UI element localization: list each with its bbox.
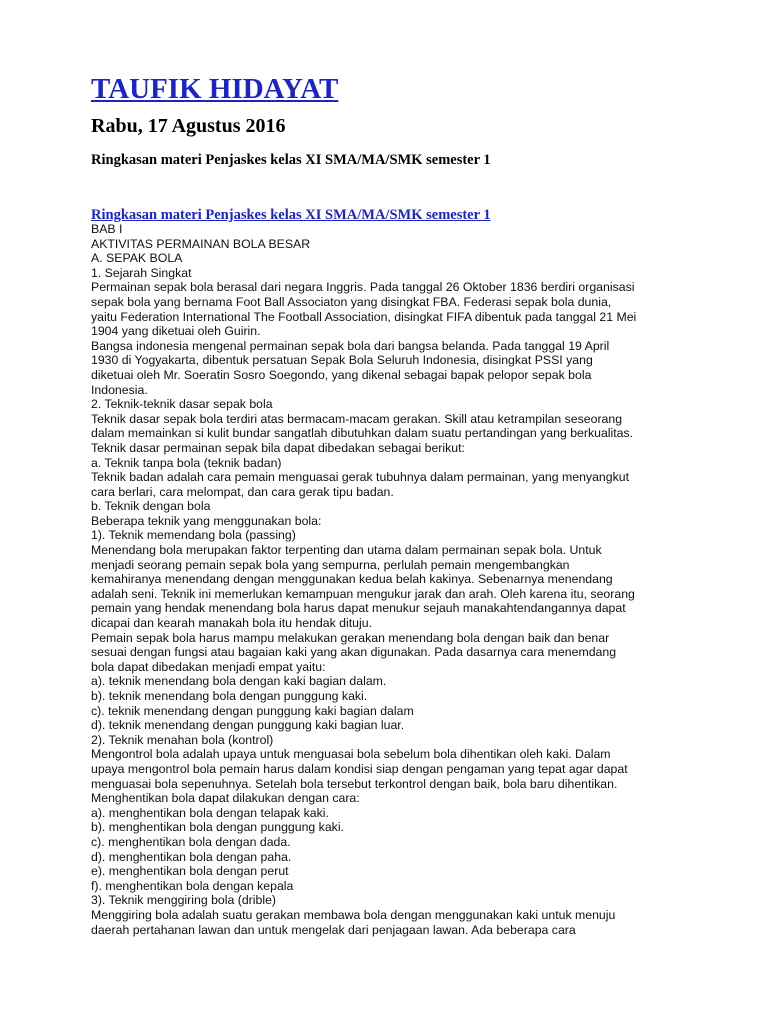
post-body-line: Pemain sepak bola harus mampu melakukan gerakan menendang bola dengan baik dan benar	[91, 630, 610, 645]
post-body-line: 1904 yang diketuai oleh Guirin.	[91, 324, 261, 339]
post-body-line: b. Teknik dengan bola	[91, 499, 211, 514]
post-body-line: 1). Teknik memendang bola (passing)	[91, 528, 296, 543]
post-body-line: Teknik badan adalah cara pemain menguasai gerak tubuhnya dalam permainan, yang menyangkut	[91, 470, 629, 485]
post-title-link[interactable]: Ringkasan materi Penjaskes kelas XI SMA/MA/SMK semester 1	[91, 207, 491, 223]
post-body-line: 1. Sejarah Singkat	[91, 265, 192, 280]
post-body-line: upaya mengontrol bola pemain harus dalam kondisi siap dengan pengaman yang tepat agar dapat	[91, 761, 628, 776]
post-body-line: A. SEPAK BOLA	[91, 251, 183, 266]
blog-title-link[interactable]: TAUFIK HIDAYAT	[91, 73, 339, 105]
post-body-line: menguasai bola sepenuhnya. Setelah bola tersebut terkontrol dengan baik, bola baru dihentikan.	[91, 776, 618, 791]
post-body-line: kemahiranya menendang dengan menggunakan kedua belah kakinya. Sebenarnya menendang	[91, 572, 613, 587]
post-body-line: Bangsa indonesia mengenal permainan sepak bola dari bangsa belanda. Pada tanggal 19 April	[91, 338, 610, 353]
post-body-line: sepak bola yang bernama Foot Ball Associaton yang disingkat FBA. Federasi sepak bola dunia,	[91, 294, 612, 309]
post-body-line: Menggiring bola adalah suatu gerakan membawa bola dengan menggunakan kaki untuk menuju	[91, 907, 616, 922]
post-body-line: Teknik dasar sepak bola terdiri atas bermacam-macam gerakan. Skill atau ketrampilan seseorang	[91, 411, 623, 426]
post-body-line: daerah pertahanan lawan dan untuk mengelak dari penjagaan lawan. Ada beberapa cara	[91, 922, 576, 937]
post-body-line: a. Teknik tanpa bola (teknik badan)	[91, 455, 282, 470]
post-body-line: 1930 di Yogyakarta, dibentuk persatuan Sepak Bola Seluruh Indonesia, disingkat PSSI yang	[91, 353, 593, 368]
post-body	[91, 222, 691, 937]
post-body-line: adalah seni. Teknik ini memerlukan kemampuan mengukur jarak dan arah. Oleh karena itu, seorang	[91, 586, 635, 601]
post-body-line: b). teknik menendang bola dengan punggung kaki.	[91, 689, 368, 703]
post-body-line: a). teknik menendang bola dengan kaki bagian dalam.	[91, 674, 387, 689]
post-body-line: menjadi seorang pemain sepak bola yang sempurna, perlulah pemain mengembangkan	[91, 557, 570, 572]
post-body-line: 3). Teknik menggiring bola (drible)	[91, 893, 276, 908]
post-body-line: f). menghentikan bola dengan kepala	[91, 878, 294, 893]
post-body-line: d). teknik menendang dengan punggung kaki bagian luar.	[91, 718, 405, 733]
post-body-line: cara berlari, cara melompat, dan cara gerak tipu badan.	[91, 484, 394, 499]
post-body-line: diketuai oleh Mr. Soeratin Sosro Soegondo, yang dikenal sebagai bapak pelopor sepak bola	[91, 367, 592, 382]
post-body-line: Permainan sepak bola berasal dari negara Inggris. Pada tanggal 26 Oktober 1836 berdiri organisasi	[91, 280, 635, 295]
post-body-line: pemain yang hendak menendang bola harus dapat menukur sejauh manakahtendangannya dapat	[91, 601, 626, 616]
post-body-line: e). menghentikan bola dengan perut	[91, 864, 289, 879]
post-body-line: Indonesia.	[91, 382, 148, 397]
post-body-line: Teknik dasar permainan sepak bila dapat dibedakan sebagai berikut:	[91, 440, 465, 455]
post-body-line: 2). Teknik menahan bola (kontrol)	[91, 732, 274, 747]
post-body-line: Menendang bola merupakan faktor terpenting dan utama dalam permainan sepak bola. Untuk	[91, 543, 602, 558]
post-body-line: b). menghentikan bola dengan punggung kaki.	[91, 820, 344, 835]
post-title: Ringkasan materi Penjaskes kelas XI SMA/MA/SMK semester 1	[91, 152, 491, 168]
post-date: Rabu, 17 Agustus 2016	[91, 115, 286, 137]
post-body-line: AKTIVITAS PERMAINAN BOLA BESAR	[91, 236, 311, 251]
post-body-line: 2. Teknik-teknik dasar sepak bola	[91, 397, 273, 412]
post-body-line: c). menghentikan bola dengan dada.	[91, 834, 291, 849]
post-body-line: bola dapat dibedakan menjadi empat yaitu:	[91, 659, 326, 674]
post-body-line: d). menghentikan bola dengan paha.	[91, 849, 292, 864]
post-body-line: Menghentikan bola dapat dilakukan dengan cara:	[91, 791, 360, 806]
post-body-line: c). teknik menendang dengan punggung kaki bagian dalam	[91, 703, 414, 718]
post-body-line: Beberapa teknik yang menggunakan bola:	[91, 513, 322, 528]
post-body-line: dalam memainkan si kulit bundar sangatlah dibutuhkan dalam suatu pertandingan yang berkualitas.	[91, 426, 634, 441]
post-body-line: dicapai dan kearah manakah bola itu hendak dituju.	[91, 616, 372, 631]
post-body-line: sesuai dengan fungsi atau bagaian kaki yang akan digunakan. Pada dasarnya cara menemdang	[91, 645, 617, 660]
post-body-line: BAB I	[91, 222, 123, 236]
post-body-line: Mengontrol bola adalah upaya untuk menguasai bola sebelum bola dihentikan oleh kaki. Dalam	[91, 747, 611, 762]
post-body-line: yaitu Federation International The Football Association, disingkat FIFA dibentuk pada tanggal 21 Mei	[91, 309, 637, 324]
post-body-line: a). menghentikan bola dengan telapak kaki.	[91, 805, 329, 820]
